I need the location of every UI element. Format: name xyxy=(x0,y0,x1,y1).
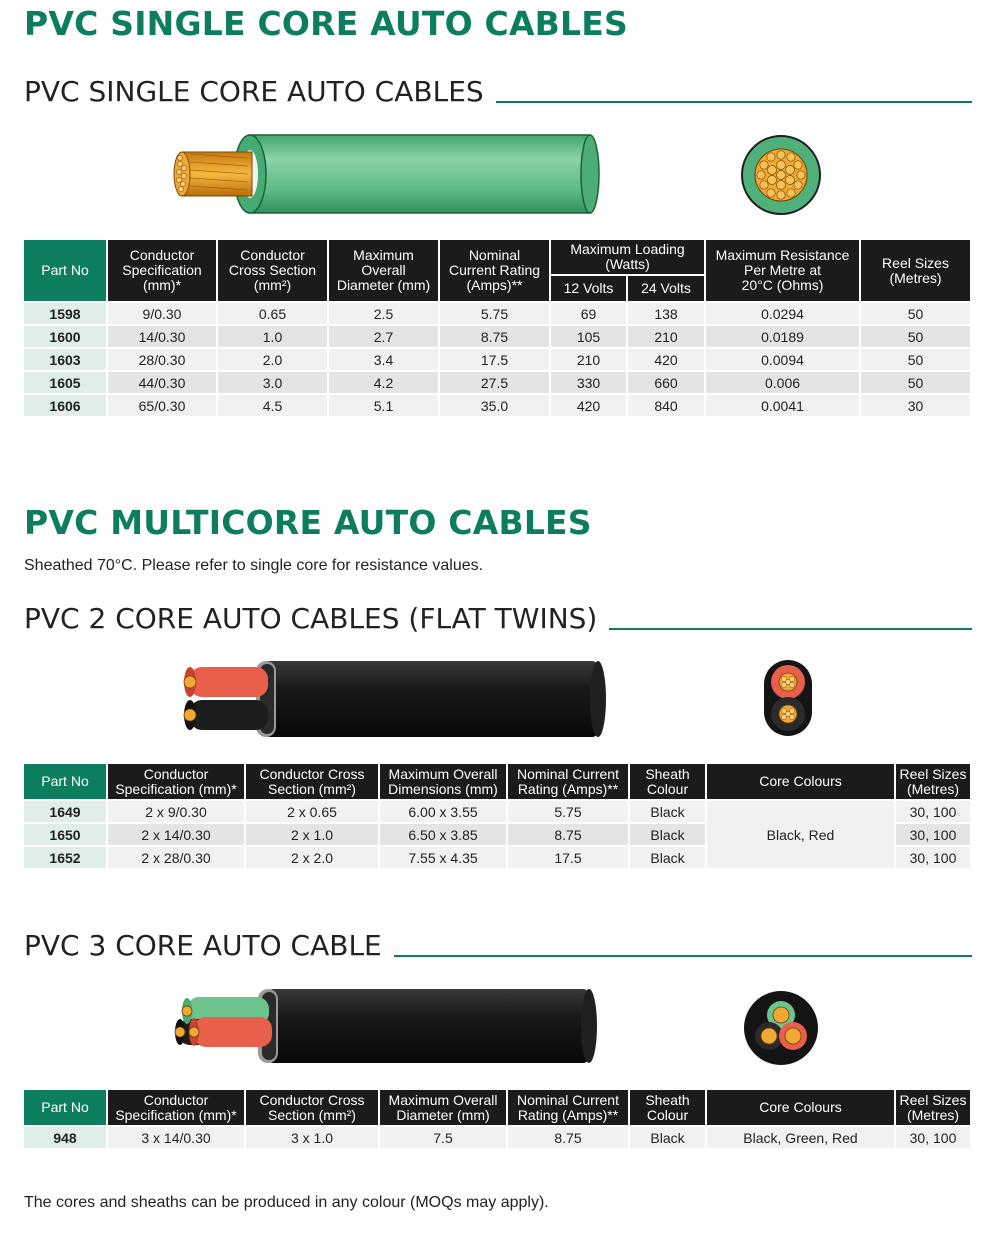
col-part-no: Part No xyxy=(24,764,107,800)
table-row: 948 3 x 14/0.30 3 x 1.0 7.5 8.75 Black Black, Green, Red 30, 100 xyxy=(24,1126,971,1148)
table-row: 1652 2 x 28/0.30 2 x 2.0 7.55 x 4.35 17.5 Black 30, 100 xyxy=(24,846,971,868)
table-row: 1605 44/0.30 3.0 4.2 27.5 330 660 0.006 50 xyxy=(24,371,971,394)
table-row: 1598 9/0.30 0.65 2.5 5.75 69 138 0.0294 50 xyxy=(24,302,971,325)
col-sheath-colour: Sheath Colour xyxy=(629,764,706,800)
single-core-table xyxy=(24,240,972,416)
col-cross-section: Conductor Cross Section (mm²) xyxy=(245,764,379,800)
col-cross-section: Conductor Cross Section (mm²) xyxy=(217,240,328,302)
col-12-volts: 12 Volts xyxy=(550,275,627,302)
green-single-core-cable-icon xyxy=(170,130,605,220)
flat-twin-cross-section-icon xyxy=(762,658,814,738)
col-cross-section: Conductor Cross Section (mm²) xyxy=(245,1090,379,1126)
single-core-heading-row xyxy=(24,75,972,108)
col-current-rating: Nominal Current Rating (Amps)** xyxy=(439,240,550,302)
multicore-title: PVC MULTICORE AUTO CABLES xyxy=(24,503,592,542)
single-core-heading: PVC SINGLE CORE AUTO CABLES xyxy=(24,75,484,108)
col-current-rating: Nominal Current Rating (Amps)** xyxy=(507,764,629,800)
col-resistance: Maximum Resistance Per Metre at 20°C (Ohms) xyxy=(705,240,860,302)
core-colours-cell: Black, Red xyxy=(706,800,895,868)
col-conductor-spec: Conductor Specification (mm)* xyxy=(107,764,245,800)
three-core-table xyxy=(24,1090,972,1148)
heading-rule xyxy=(609,628,972,630)
twin-heading-row xyxy=(24,602,972,635)
col-conductor-spec: Conductor Specification (mm)* xyxy=(107,1090,245,1126)
heading-rule xyxy=(394,955,972,957)
footnote: The cores and sheaths can be produced in any colour (MOQs may apply). xyxy=(24,1194,549,1211)
three-core-cross-section-icon xyxy=(742,989,820,1067)
col-sheath-colour: Sheath Colour xyxy=(629,1090,706,1126)
green-single-core-cross-section-icon xyxy=(740,134,822,216)
three-core-heading-row xyxy=(24,929,972,962)
col-conductor-spec: Conductor Specification (mm)* xyxy=(107,240,217,302)
col-part-no: Part No xyxy=(24,1090,107,1126)
col-reel-sizes: Reel Sizes (Metres) xyxy=(895,764,971,800)
main-title: PVC SINGLE CORE AUTO CABLES xyxy=(24,4,628,43)
col-dimensions: Maximum Overall Dimensions (mm) xyxy=(379,764,507,800)
col-part-no: Part No xyxy=(24,240,107,302)
flat-twin-cable-icon xyxy=(178,658,610,740)
table-row: 1650 2 x 14/0.30 2 x 1.0 6.50 x 3.85 8.75 Black 30, 100 xyxy=(24,823,971,846)
three-core-heading: PVC 3 CORE AUTO CABLE xyxy=(24,929,382,962)
twin-heading: PVC 2 CORE AUTO CABLES (FLAT TWINS) xyxy=(24,602,598,635)
three-core-cable-icon xyxy=(172,985,604,1067)
table-row: 1603 28/0.30 2.0 3.4 17.5 210 420 0.0094 50 xyxy=(24,348,971,371)
col-reel-sizes: Reel Sizes (Metres) xyxy=(860,240,971,302)
col-reel-sizes: Reel Sizes (Metres) xyxy=(895,1090,971,1126)
table-row: 1600 14/0.30 1.0 2.7 8.75 105 210 0.0189 50 xyxy=(24,325,971,348)
col-current-rating: Nominal Current Rating (Amps)** xyxy=(507,1090,629,1126)
col-24-volts: 24 Volts xyxy=(627,275,705,302)
table-row: 1606 65/0.30 4.5 5.1 35.0 420 840 0.0041 30 xyxy=(24,394,971,416)
col-core-colours: Core Colours xyxy=(706,1090,895,1126)
table-row: 1649 2 x 9/0.30 2 x 0.65 6.00 x 3.55 5.75 Black Black, Red 30, 100 xyxy=(24,800,971,823)
multicore-intro: Sheathed 70°C. Please refer to single core for resistance values. xyxy=(24,557,484,574)
col-core-colours: Core Colours xyxy=(706,764,895,800)
twin-table xyxy=(24,764,972,868)
col-diameter: Maximum Overall Diameter (mm) xyxy=(379,1090,507,1126)
heading-rule xyxy=(496,101,972,103)
col-max-loading: Maximum Loading (Watts) xyxy=(550,240,705,275)
col-diameter: Maximum Overall Diameter (mm) xyxy=(328,240,439,302)
